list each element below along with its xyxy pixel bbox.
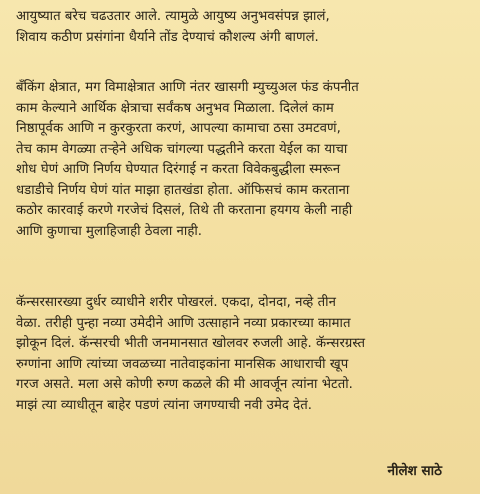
text-line: निष्ठापूर्वक आणि न कुरकुरता करणं, आपल्या कामाचा ठसा उमटवणं, bbox=[16, 121, 341, 136]
paragraph-2 bbox=[16, 78, 468, 242]
text-line: आयुष्यात बरेच चढउतार आले. त्यामुळे आयुष्य अनुभवसंपन्न झालं, bbox=[16, 9, 330, 24]
text-line: धडाडीचे निर्णय घेणं यांत माझा हातखंडा होता. ऑफिसचं काम करताना bbox=[16, 182, 350, 198]
text-line: आणि कुणाचा मुलाहिजाही ठेवला नाही. bbox=[16, 223, 203, 239]
text-line: बँकिंग क्षेत्रात, मग विमाक्षेत्रात आणि नंतर खासगी म्युच्युअल फंड कंपनीत bbox=[16, 80, 359, 95]
text-line: गरज असते. मला असे कोणी रुग्ण कळले की मी आवर्जून त्यांना भेटतो. bbox=[16, 377, 353, 392]
text-line: काम केल्याने आर्थिक क्षेत्राचा सर्वंकष अनुभव मिळाला. दिलेलं काम bbox=[16, 100, 334, 116]
text-line: तेच काम वेगळ्या तऱ्हेने अधिक चांगल्या पद्धतीने करता येईल का याचा bbox=[16, 141, 348, 157]
text-line: कठोर कारवाई करणे गरजेचं दिसलं, तिथे ती करताना हयगय केली नाही bbox=[16, 203, 353, 218]
text-line: शिवाय कठीण प्रसंगांना धैर्याने तोंड देण्याचं कौशल्य अंगी बाणलं. bbox=[16, 29, 319, 45]
text-line: रुग्णांना आणि त्यांच्या जवळच्या नातेवाइकांना मानसिक आधाराची खूप bbox=[16, 356, 349, 372]
text-line: वेळा. तरीही पुन्हा नव्या उमेदीने आणि उत्साहाने नव्या प्रकारच्या कामात bbox=[16, 315, 351, 331]
text-line: कॅन्सरसारख्या दुर्धर व्याधीने शरीर पोखरलं. एकदा, दोनदा, नव्हे तीन bbox=[16, 295, 336, 310]
paragraph-3 bbox=[16, 293, 468, 416]
text-line: झोकून दिलं. कॅन्सरची भीती जनमानसात खोलवर रुजली आहे. कॅन्सरग्रस्त bbox=[16, 336, 366, 351]
paragraph-1 bbox=[16, 7, 468, 48]
author-signature: नीलेश साठे bbox=[387, 463, 442, 479]
text-line: शोध घेणं आणि निर्णय घेण्यात दिरंगाई न करता विवेकबुद्धीला स्मरून bbox=[16, 162, 341, 177]
text-line: माझं त्या व्याधीतून बाहेर पडणं त्यांना जगण्याची नवी उमेद देतं. bbox=[16, 397, 313, 413]
